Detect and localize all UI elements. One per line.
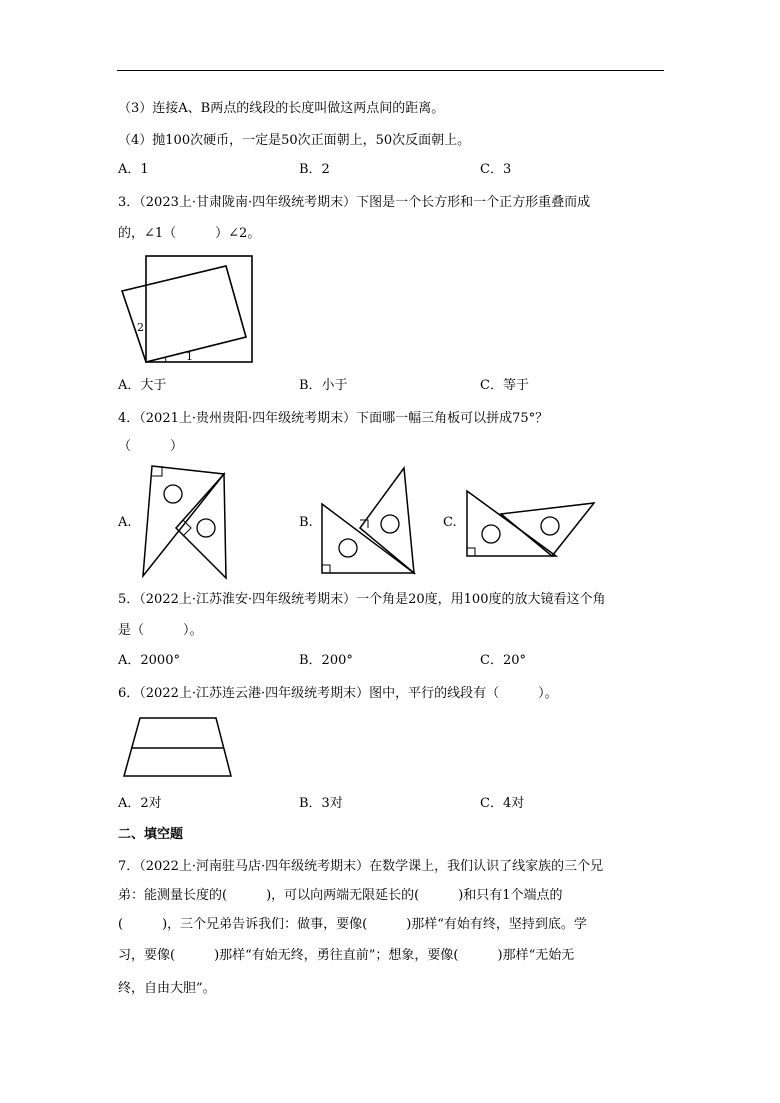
- q3-overlap-figure: [118, 254, 258, 366]
- q5-option-c[interactable]: C．20°: [480, 653, 526, 668]
- q3-stem-line-2: 的，∠1（ ）∠2。: [118, 226, 261, 241]
- q4-c-hole-1: [482, 525, 500, 543]
- q3-stem-line-1: 3．（2023上·甘肃陇南·四年级统考期末）下图是一个长方形和一个正方形重叠而成: [118, 195, 591, 210]
- q7-stem-line-1: 7．（2022上·河南驻马店·四年级统考期末）在数学课上，我们认识了线家族的三个兄: [118, 859, 604, 874]
- section-heading-fill-in: 二、填空题: [118, 827, 184, 842]
- q3-option-a[interactable]: A．大于: [118, 378, 167, 393]
- q5-option-b[interactable]: B．200°: [299, 653, 353, 668]
- q4-a-hole-2: [197, 519, 215, 537]
- q4-b-right-angle-mark-1: [322, 565, 330, 573]
- q4-stem-line-1: 4．（2021上·贵州贵阳·四年级统考期末）下面哪一幅三角板可以拼成75°？: [118, 411, 549, 426]
- q4-option-c-figure: [464, 488, 599, 560]
- q2-option-a[interactable]: A．1: [118, 162, 149, 177]
- q4-c-right-angle-mark-1: [467, 548, 475, 556]
- q4-b-triangle-1: [322, 504, 414, 573]
- q5-option-a[interactable]: A．2000°: [118, 653, 180, 668]
- q4-a-right-angle-mark-2: [183, 520, 191, 536]
- q3-angle-2-label: 2: [137, 321, 144, 334]
- q4-c-triangle-2: [501, 503, 594, 556]
- q7-stem-line-4: 习，要像( )那样“有始无终，勇往直前”；想象，要像( )那样“无始无: [118, 948, 575, 963]
- q6-option-a[interactable]: A．2对: [118, 796, 162, 811]
- q4-option-c-label[interactable]: C.: [443, 515, 457, 530]
- q4-a-hole-1: [164, 485, 182, 503]
- q4-option-b-figure: [318, 466, 418, 576]
- q2-item-3: （3）连接A、B两点的线段的长度叫做这两点间的距离。: [118, 101, 445, 116]
- q7-stem-line-3: ( )，三个兄弟告诉我们：做事，要像( )那样“有始有终，坚持到底。学: [118, 917, 587, 932]
- q4-b-hole-2: [381, 515, 399, 533]
- q3-option-c[interactable]: C．等于: [480, 378, 529, 393]
- q4-b-hole-1: [339, 539, 357, 557]
- q3-rectangle: [122, 266, 246, 362]
- q3-angle-1-label: 1: [186, 350, 193, 363]
- q5-stem-line-2: 是（ ）。: [118, 623, 203, 638]
- q6-stem-line-1: 6．（2022上·江苏连云港·四年级统考期末）图中，平行的线段有（ ）。: [118, 686, 558, 701]
- q7-stem-line-5: 终，自由大胆”。: [118, 981, 216, 996]
- q4-c-hole-2: [541, 517, 559, 535]
- q7-stem-line-2: 弟：能测量长度的( )，可以向两端无限延长的( )和只有1个端点的: [118, 888, 563, 903]
- q4-stem-line-2: （ ）: [118, 439, 184, 454]
- q6-option-b[interactable]: B．3对: [299, 796, 343, 811]
- q3-option-b[interactable]: B．小于: [299, 378, 348, 393]
- q2-option-c[interactable]: C．3: [480, 162, 512, 177]
- q6-option-c[interactable]: C．4对: [480, 796, 525, 811]
- q4-option-a-figure: [140, 464, 230, 582]
- q4-option-b-label[interactable]: B.: [299, 515, 313, 530]
- header-rule: [117, 70, 664, 71]
- q4-option-a-label[interactable]: A.: [118, 515, 132, 530]
- q2-option-b[interactable]: B．2: [299, 162, 330, 177]
- q6-trapezoid-figure: [120, 716, 236, 780]
- q6-trapezoid: [124, 718, 231, 776]
- q2-item-4: （4）抛100次硬币，一定是50次正面朝上，50次反面朝上。: [118, 133, 471, 148]
- q5-stem-line-1: 5．（2022上·江苏淮安·四年级统考期末）一个角是20度，用100度的放大镜看这个角: [118, 592, 606, 607]
